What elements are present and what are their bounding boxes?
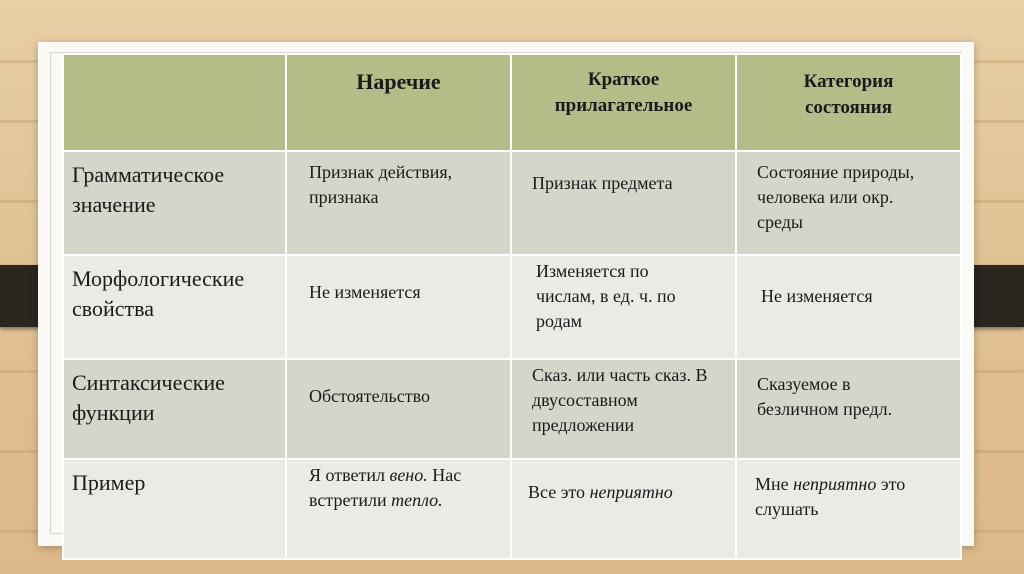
cell-text: Обстоятельство	[309, 386, 430, 406]
cell-state-example	[736, 459, 961, 559]
cell-state-meaning	[736, 151, 961, 255]
cell-state-morphology	[736, 255, 961, 359]
cell-text: Признак действия, признака	[309, 162, 453, 207]
cell-text: Не изменяется	[761, 286, 873, 306]
header-state-category-text: Категория состояния	[803, 71, 894, 118]
cell-text	[287, 460, 504, 513]
row-label-text: Пример	[72, 470, 146, 495]
cell-adverb-meaning	[286, 151, 511, 255]
cell-state-syntax	[736, 359, 961, 459]
cell-text	[512, 460, 735, 505]
table-row	[63, 459, 961, 559]
header-adverb: Наречие	[286, 54, 511, 151]
example-text: Я ответил	[309, 465, 390, 485]
example-highlight: неприятно	[589, 482, 673, 502]
cell-short-adjective-syntax	[511, 359, 736, 459]
table-row	[63, 151, 961, 255]
table-row	[63, 255, 961, 359]
row-label-text: Грамматическое значение	[72, 162, 225, 217]
header-empty	[63, 54, 286, 151]
header-state-category	[736, 54, 961, 151]
header-row	[63, 54, 961, 151]
cell-short-adjective-meaning	[511, 151, 736, 255]
cell-text: Не изменяется	[309, 282, 421, 302]
header-short-adjective-text: Краткое прилагательное	[554, 69, 693, 116]
example-text: это слушать	[755, 474, 906, 519]
cell-text	[737, 460, 950, 522]
example-highlight: тепло.	[391, 490, 443, 510]
cell-text: Сказ. или часть сказ. В двусоставном предложении	[532, 365, 708, 435]
example-highlight: вено.	[389, 465, 428, 485]
row-label-syntactic-functions	[63, 359, 286, 459]
cell-text: Признак предмета	[532, 173, 673, 193]
row-label-example	[63, 459, 286, 559]
example-text: Все это	[528, 482, 590, 502]
slide-board	[38, 42, 974, 546]
cell-short-adjective-morphology	[511, 255, 736, 359]
cell-adverb-morphology	[286, 255, 511, 359]
example-text: Мне	[755, 474, 794, 494]
row-label-text: Синтаксические функции	[72, 370, 225, 425]
cell-text: Изменяется по числам, в ед. ч. по родам	[536, 261, 676, 331]
header-short-adjective	[511, 54, 736, 151]
row-label-morphological-properties	[63, 255, 286, 359]
example-highlight: неприятно	[793, 474, 877, 494]
table-row	[63, 359, 961, 459]
row-label-grammatical-meaning	[63, 151, 286, 255]
cell-adverb-example	[286, 459, 511, 559]
example-text: Нас встретили	[309, 465, 462, 510]
cell-adverb-syntax	[286, 359, 511, 459]
cell-text: Состояние природы, человека или окр. среды	[757, 162, 915, 232]
row-label-text: Морфологические свойства	[72, 266, 245, 321]
cell-short-adjective-example	[511, 459, 736, 559]
cell-text: Сказуемое в безличном предл.	[757, 374, 893, 419]
comparison-table	[62, 53, 962, 560]
